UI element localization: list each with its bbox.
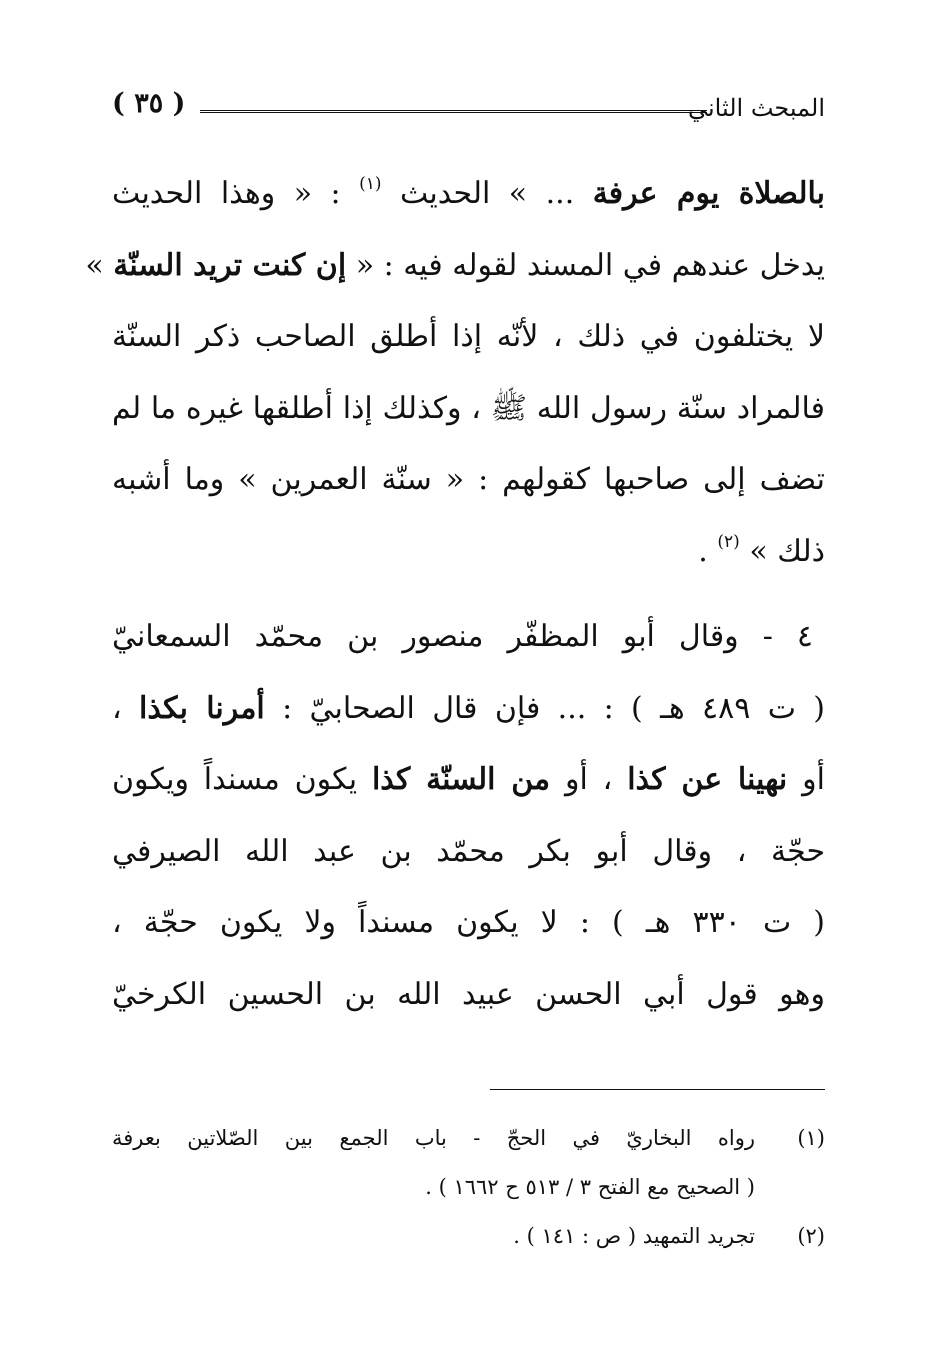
body-line <box>112 744 825 816</box>
body-line: حجّة ، وقال أبو بكر محمّد بن عبد الله الصيرفي <box>112 833 826 869</box>
body-line <box>112 516 825 588</box>
bold-phrase: نهينا عن كذا <box>627 762 788 797</box>
body-line: وهو قول أبي الحسن عبيد الله بن الحسين الكرخيّ <box>112 976 825 1012</box>
body-text <box>85 158 826 1030</box>
text-run: يكون مسنداً ويكون <box>112 762 372 797</box>
footnote-number: (٢) <box>797 1224 825 1248</box>
footnote-2 <box>112 1212 825 1261</box>
footnote-ref: (٢) <box>717 531 740 552</box>
footnote-1 <box>112 1114 825 1212</box>
text-run: » <box>85 247 114 283</box>
footnote-text: رواه البخاريّ في الحجّ - باب الجمع بين الصّلاتين بعرفة <box>112 1126 755 1150</box>
body-line <box>112 158 825 230</box>
bold-phrase: إن كنت تريد السنّة <box>113 247 347 283</box>
footnote-text-continued: ( الصحيح مع الفتح ٣ / ٥١٣ ح ١٦٦٢ ) . <box>425 1175 755 1199</box>
bold-phrase: من السنّة كذا <box>371 762 551 797</box>
chapter-title: المبحث الثاني <box>687 94 825 122</box>
footnote-text: تجريد التمهيد ( ص : ١٤١ ) . <box>513 1224 755 1248</box>
text-run: ، أو <box>550 762 628 797</box>
bold-phrase: أمرنا بكذا <box>139 690 265 726</box>
text-run: ... » الحديث <box>381 176 593 211</box>
body-line <box>112 673 825 745</box>
text-run: ( ت ٤٨٩ هـ ) : ... فإن قال الصحابيّ : <box>264 690 826 726</box>
header-rule <box>200 110 707 113</box>
text-run: ذلك » <box>739 533 825 569</box>
footnote-ref: (١) <box>359 174 382 194</box>
body-line: ( ت ٣٣٠ هـ ) : لا يكون مسنداً ولا يكون حجّة ، <box>112 905 825 940</box>
page-number: ( ٣٥ ) <box>112 88 186 119</box>
body-line: تضف إلى صاحبها كقولهم : « سنّة العمرين » وما أشبه <box>112 462 825 497</box>
footnote-separator <box>490 1089 825 1090</box>
body-line <box>85 230 825 302</box>
body-line: فالمراد سنّة رسول الله ﷺ ، وكذلك إذا أطلقها غيره ما لم <box>112 390 825 426</box>
body-line: لا يختلفون في ذلك ، لأنّه إذا أطلق الصاحب ذكر السنّة <box>112 319 825 354</box>
text-run: ، <box>112 690 140 726</box>
text-run: : « وهذا الحديث <box>112 176 360 211</box>
footnote-number: (١) <box>797 1126 825 1150</box>
text-run: يدخل عندهم في المسند لقوله فيه : « <box>346 247 825 283</box>
page-header <box>112 88 825 128</box>
footnotes <box>112 1114 825 1261</box>
text-run: . <box>698 533 718 569</box>
body-line: ٤ - وقال أبو المظفّر منصور بن محمّد السمعانيّ <box>112 619 813 654</box>
text-run: أو <box>787 762 825 797</box>
bold-phrase: بالصلاة يوم عرفة <box>592 176 825 211</box>
